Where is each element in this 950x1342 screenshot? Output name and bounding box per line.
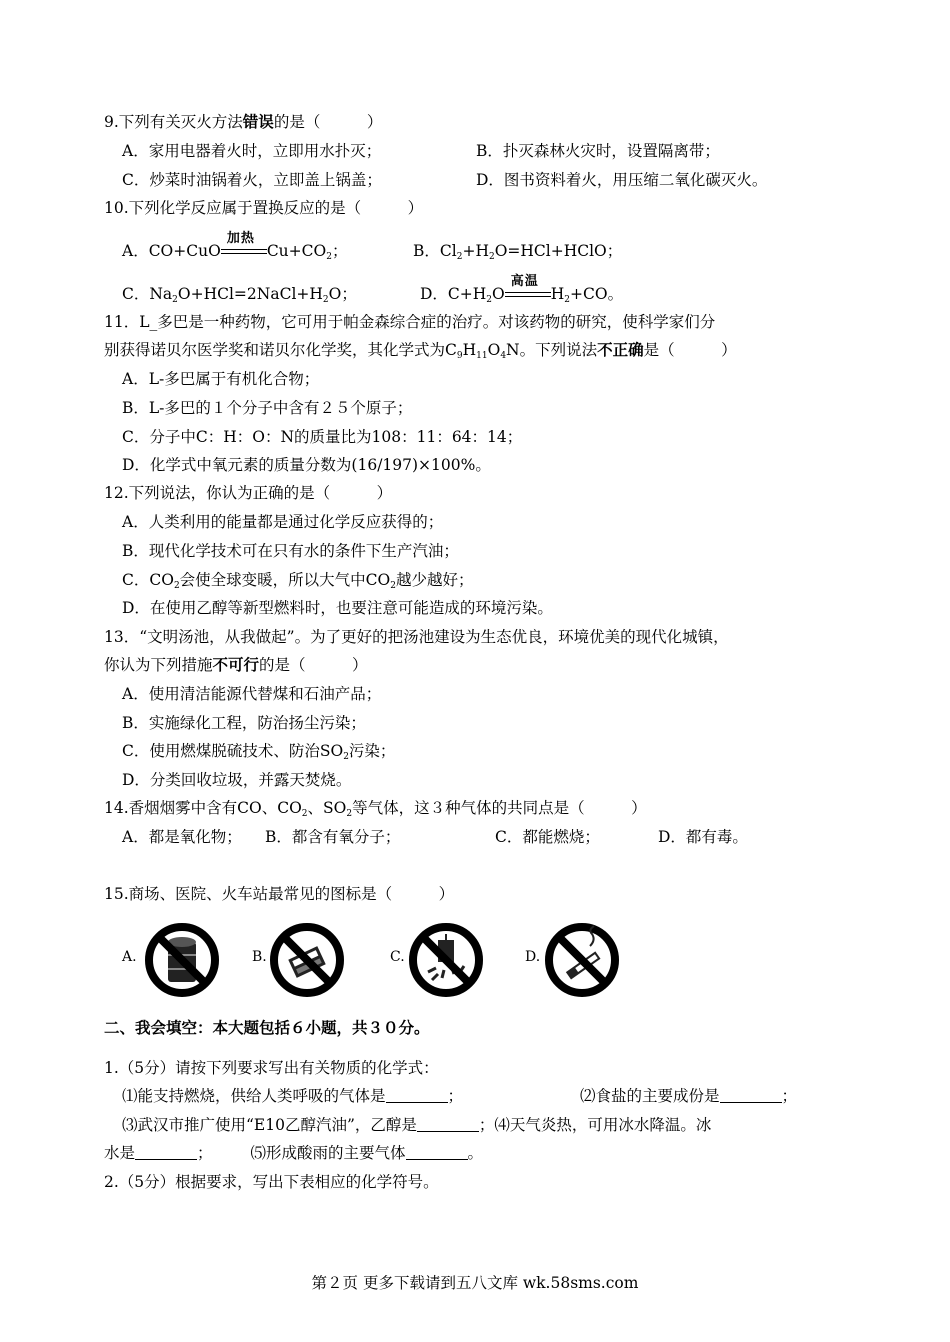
answer-blank-2[interactable] <box>720 1088 782 1103</box>
q9-option-a: A．家用电器着火时，立即用水扑灭； <box>122 142 382 160</box>
fill-1-line1: ⑴能支持燃烧，供给人类呼吸的气体是 ； <box>122 1087 464 1105</box>
fill-1-line3: 水是 ； ⑸形成酸雨的主要气体 。 <box>104 1144 484 1162</box>
q13-option-a: A．使用清洁能源代替煤和石油产品； <box>122 685 382 703</box>
q9-stem: 9.下列有关灭火方法错误的是（ ） <box>104 113 383 131</box>
q14-option-c: C．都能燃烧； <box>495 828 600 846</box>
section-2-title: 二、我会填空：本大题包括６小题，共３０分。 <box>104 1019 430 1037</box>
q11-option-a: A．L-多巴属于有机化合物； <box>122 370 320 388</box>
answer-blank-3[interactable] <box>417 1117 479 1132</box>
fill-2-stem: 2.（5分）根据要求，写出下表相应的化学符号。 <box>104 1173 439 1191</box>
answer-blank-1[interactable] <box>386 1088 448 1103</box>
q12-option-a: A．人类利用的能量都是通过化学反应获得的； <box>122 513 444 531</box>
q9-option-b: B．扑灭森林火灾时，设置隔离带； <box>476 142 720 160</box>
q10-stem: 10.下列化学反应属于置换反应的是（ ） <box>104 199 424 217</box>
q13-stem-line1: 13．“文明汤池，从我做起”。为了更好的把汤池建设为生态优良，环境优美的现代化城镇， <box>104 628 729 646</box>
q14-stem: 14.香烟烟雾中含有CO、$CO_2$、$SO_2$等气体，这３种气体的共同点是（ ） <box>104 799 647 819</box>
q10-option-b: B．$Cl_2+H_2O=HCl+HClO$； <box>413 242 623 262</box>
q14-option-b: B．都含有氧分子； <box>265 828 401 846</box>
no-burning-barrel-icon <box>144 922 220 998</box>
no-smoking-icon <box>544 922 620 998</box>
q10-option-a: A．CO+CuO 加热 $Cu+CO_2$； <box>122 231 348 262</box>
q11-stem-line2: 别获得诺贝尔医学奖和诺贝尔化学奖，其化学式为$C_9H_{11}O_4N$。下列说法不正确是（ ） <box>104 341 737 361</box>
page-footer: 第２页 更多下载请到五八文库 wk.58sms.com <box>311 1274 639 1292</box>
q12-option-c: C．$CO_2$会使全球变暖，所以大气中$CO_2$越少越好； <box>122 571 474 591</box>
q10-option-c: C．$Na_2O+HCl=2NaCl+H_2O$； <box>122 285 357 305</box>
q10-option-d: D．$C+H_2O$ 高温 $H_2+CO$。 <box>420 274 624 305</box>
q13-stem-line2: 你认为下列措施不可行的是（ ） <box>104 656 368 674</box>
answer-blank-5[interactable] <box>406 1145 468 1160</box>
q12-stem: 12.下列说法，你认为正确的是（ ） <box>104 484 393 502</box>
q15-stem: 15.商场、医院、火车站最常见的图标是（ ） <box>104 885 455 903</box>
q14-option-d: D．都有毒。 <box>658 828 748 846</box>
reaction-condition-high-temp: 高温 <box>505 284 551 304</box>
q11-option-c: C．分子中C：H：O：N的质量比为108：11：64：14； <box>122 428 523 446</box>
q13-option-d: D．分类回收垃圾，并露天焚烧。 <box>122 771 352 789</box>
q11-option-d: D．化学式中氧元素的质量分数为(16/197)×100%。 <box>122 456 491 474</box>
no-fireworks-icon <box>408 922 484 998</box>
fill-1-stem: 1.（5分）请按下列要求写出有关物质的化学式： <box>104 1059 439 1077</box>
no-matches-icon <box>269 922 345 998</box>
q13-option-b: B．实施绿化工程，防治扬尘污染； <box>122 714 366 732</box>
q13-option-c: C．使用燃煤脱硫技术、防治$SO_2$污染； <box>122 742 396 762</box>
q9-option-d: D．图书资料着火，用压缩二氧化碳灭火。 <box>476 171 768 189</box>
q11-stem-line1: 11．L_多巴是一种药物，它可用于帕金森综合症的治疗。对该药物的研究，使科学家们分 <box>104 313 716 331</box>
answer-blank-4[interactable] <box>135 1145 197 1160</box>
q11-option-b: B．L-多巴的１个分子中含有２５个原子； <box>122 399 413 417</box>
q12-option-d: D．在使用乙醇等新型燃料时，也要注意可能造成的环境污染。 <box>122 599 553 617</box>
q14-option-a: A．都是氧化物； <box>122 828 242 846</box>
q12-option-b: B．现代化学技术可在只有水的条件下生产汽油； <box>122 542 459 560</box>
fill-1-line1-right: ⑵食盐的主要成份是 ； <box>580 1087 798 1105</box>
q9-option-c: C．炒菜时油锅着火，立即盖上锅盖； <box>122 171 382 189</box>
fill-1-line2: ⑶武汉市推广使用“E10乙醇汽油”，乙醇是 ；⑷天气炎热，可用冰水降温。冰 <box>122 1116 712 1134</box>
reaction-condition-heat: 加热 <box>221 241 267 261</box>
